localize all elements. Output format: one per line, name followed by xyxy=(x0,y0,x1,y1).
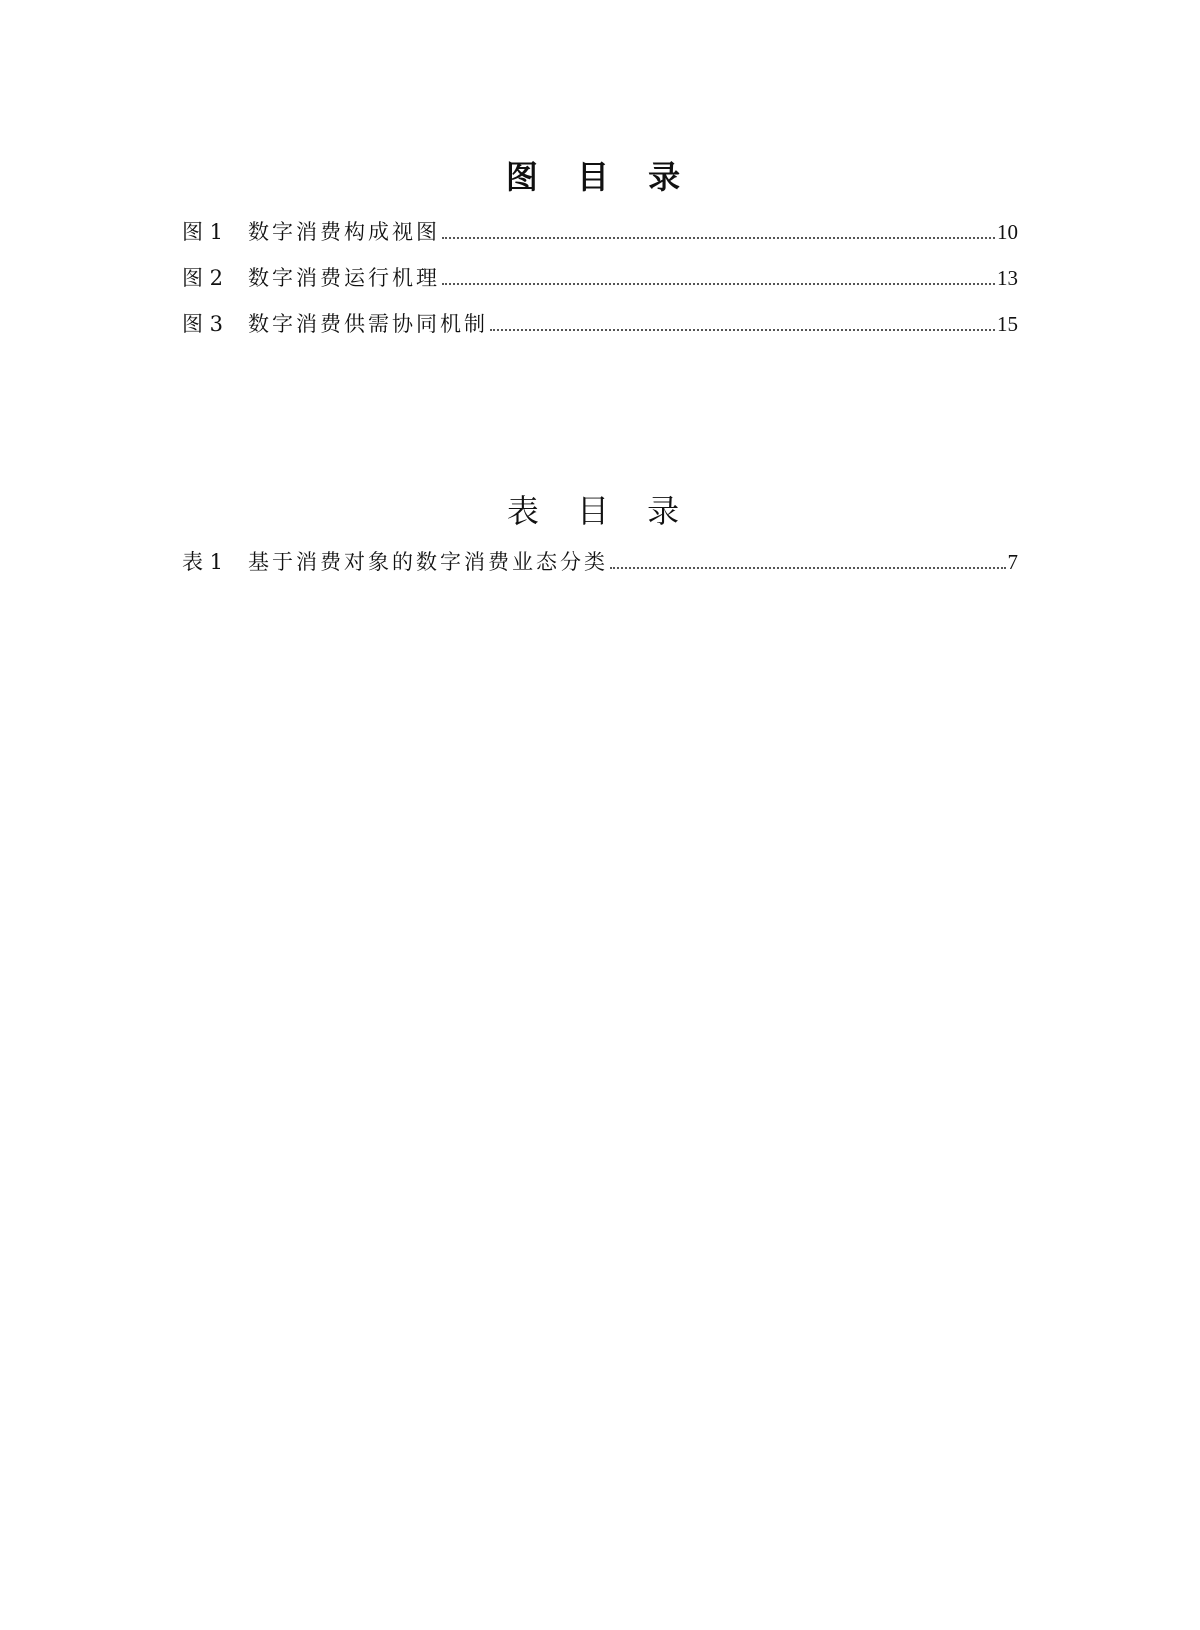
toc-entry-label: 图 1 xyxy=(182,220,224,244)
toc-entry[interactable] xyxy=(182,310,1018,338)
toc-entry-text: 数字消费构成视图 xyxy=(248,220,440,244)
toc-leader-dots xyxy=(490,328,995,331)
toc-entry-text: 基于消费对象的数字消费业态分类 xyxy=(248,550,608,574)
toc-entry[interactable] xyxy=(182,548,1018,576)
toc-entry-page: 10 xyxy=(997,220,1018,244)
toc-entry-page: 7 xyxy=(1007,550,1018,574)
toc-entry-text: 数字消费运行机理 xyxy=(248,266,440,290)
toc-entry-label: 图 3 xyxy=(182,312,224,336)
figures-toc-title: 图 目 录 xyxy=(505,158,695,196)
tables-toc-title: 表 目 录 xyxy=(506,492,694,530)
toc-entry[interactable] xyxy=(182,264,1018,292)
toc-leader-dots xyxy=(610,566,1006,569)
toc-entry-label: 表 1 xyxy=(182,550,224,574)
toc-entry-text: 数字消费供需协同机制 xyxy=(248,312,488,336)
toc-leader-dots xyxy=(442,282,995,285)
toc-entry[interactable] xyxy=(182,218,1018,246)
toc-entry-page: 15 xyxy=(997,312,1018,336)
toc-entry-page: 13 xyxy=(997,266,1018,290)
toc-entry-label: 图 2 xyxy=(182,266,224,290)
toc-leader-dots xyxy=(442,236,995,239)
